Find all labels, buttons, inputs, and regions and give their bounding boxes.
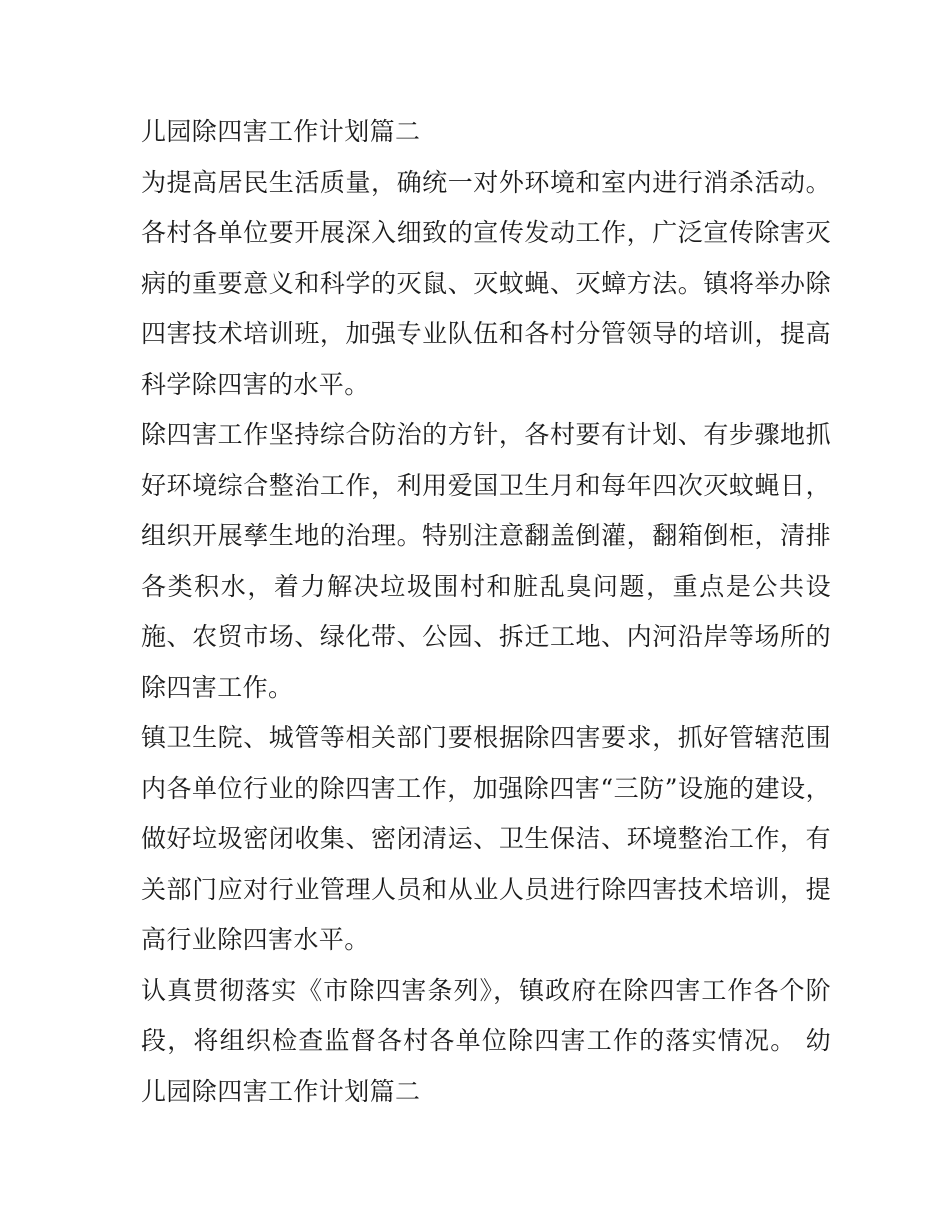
document-body — [141, 107, 831, 1117]
paragraph-4: 认真贯彻落实《市除四害条列》，镇政府在除四害工作各个阶段，将组织检查监督各村各单位除四害工作的落实情况。 幼儿园除四害工作计划篇二 — [141, 975, 831, 1106]
paragraph-3: 镇卫生院、城管等相关部门要根据除四害要求，抓好管辖范围内各单位行业的除四害工作，加强除四害“三防”设施的建设，做好垃圾密闭收集、密闭清运、卫生保洁、环境整治工作，有关部门应对行业管理人员和从业人员进行除四害技术培训，提高行业除四害水平。 — [141, 723, 831, 954]
paragraph-2: 除四害工作坚持综合防治的方针，各村要有计划、有步骤地抓好环境综合整治工作，利用爱国卫生月和每年四次灭蚊蝇日，组织开展孳生地的治理。特别注意翻盖倒灌，翻箱倒柜，清排各类积水，着力解决垃圾围村和脏乱臭问题，重点是公共设施、农贸市场、绿化带、公园、拆迁工地、内河沿岸等场所的除四害工作。 — [141, 420, 831, 702]
document-heading: 儿园除四害工作计划篇二 — [141, 117, 421, 146]
paragraph-1: 为提高居民生活质量，确统一对外环境和室内进行消杀活动。各村各单位要开展深入细致的宣传发动工作，广泛宣传除害灭病的重要意义和科学的灭鼠、灭蚊蝇、灭蟑方法。镇将举办除四害技术培训班，加强专业队伍和各村分管领导的培训，提高科学除四害的水平。 — [141, 167, 831, 399]
